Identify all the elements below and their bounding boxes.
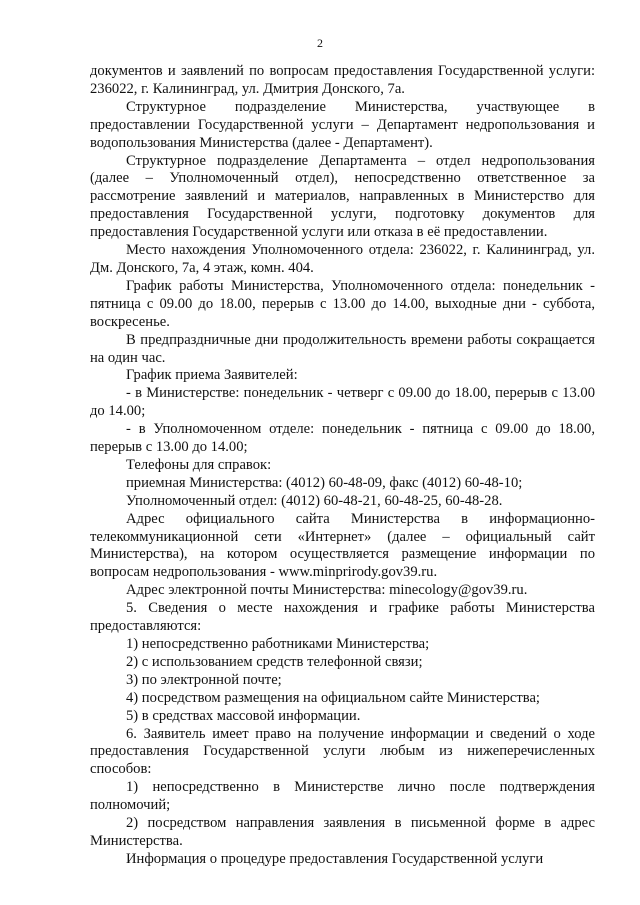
paragraph: 2) с использованием средств телефонной связи; bbox=[126, 653, 423, 670]
paragraph: приемная Министерства: (4012) 60-48-09, факс (4012) 60-48-10; bbox=[126, 474, 523, 491]
page-number: 2 bbox=[317, 36, 323, 50]
paragraph: 5. Сведения о месте нахождения и графике работы Министерства предоставляются: bbox=[90, 600, 595, 635]
paragraph: документов и заявлений по вопросам предоставления Государственной услуги: 236022, г. Калининград, ул. Дмитрия Донского, 7а. bbox=[90, 63, 595, 97]
paragraph: 6. Заявитель имеет право на получение информации и сведений о ходе предоставления Государственной услуги любым из нижеперечисленных способов: bbox=[90, 725, 595, 778]
paragraph: 1) непосредственно работниками Министерства; bbox=[126, 636, 430, 652]
paragraph: В предпраздничные дни продолжительность времени работы сокращается на один час. bbox=[90, 331, 595, 366]
document-body bbox=[90, 63, 595, 869]
paragraph: Структурное подразделение Департамента – отдел недропользования (далее – Уполномоченный отдел), непосредственно ответственное за рассмотрение заявлений и материалов, направленных в Министерство для предоставления Государственной услуги, подготовку документов для предоставления Государственной услуги или отказа в её предоставлении. bbox=[90, 152, 595, 241]
paragraph: 3) по электронной почте; bbox=[126, 671, 282, 688]
paragraph: Телефоны для справок: bbox=[126, 456, 272, 473]
paragraph: Адрес электронной почты Министерства: minecology@gov39.ru. bbox=[126, 582, 528, 599]
paragraph: Структурное подразделение Министерства, участвующее в предоставлении Государственной услуги – Департамент недропользования и водопользования Министерства (далее - Департамент). bbox=[90, 98, 595, 151]
paragraph: - в Министерстве: понедельник - четверг с 09.00 до 18.00, перерыв с 13.00 до 14.00; bbox=[90, 385, 595, 420]
paragraph: Адрес официального сайта Министерства в информационно-телекоммуникационной сети «Интернет» (далее – официальный сайт Министерства), на котором осуществляется размещение информации по вопросам недропользования - www.minprirody.gov39.ru. bbox=[90, 510, 595, 581]
paragraph: 4) посредством размещения на официальном сайте Министерства; bbox=[126, 689, 540, 706]
paragraph: График работы Министерства, Уполномоченного отдела: понедельник - пятница с 09.00 до 18.00, перерыв с 13.00 до 14.00, выходные дни - суббота, воскресенье. bbox=[90, 277, 595, 330]
paragraph: 2) посредством направления заявления в письменной форме в адрес Министерства. bbox=[90, 815, 595, 849]
paragraph: - в Уполномоченном отделе: понедельник - пятница с 09.00 до 18.00, перерыв с 13.00 до 14.00; bbox=[90, 421, 595, 456]
paragraph: График приема Заявителей: bbox=[126, 367, 298, 384]
paragraph: 1) непосредственно в Министерстве лично после подтверждения полномочий; bbox=[90, 779, 595, 814]
paragraph: Информация о процедуре предоставления Государственной услуги bbox=[126, 850, 544, 867]
paragraph: Уполномоченный отдел: (4012) 60-48-21, 60-48-25, 60-48-28. bbox=[126, 492, 503, 509]
paragraph: Место нахождения Уполномоченного отдела: 236022, г. Калининград, ул. Дм. Донского, 7а, 4 этаж, комн. 404. bbox=[90, 242, 595, 276]
paragraph: 5) в средствах массовой информации. bbox=[126, 707, 361, 724]
